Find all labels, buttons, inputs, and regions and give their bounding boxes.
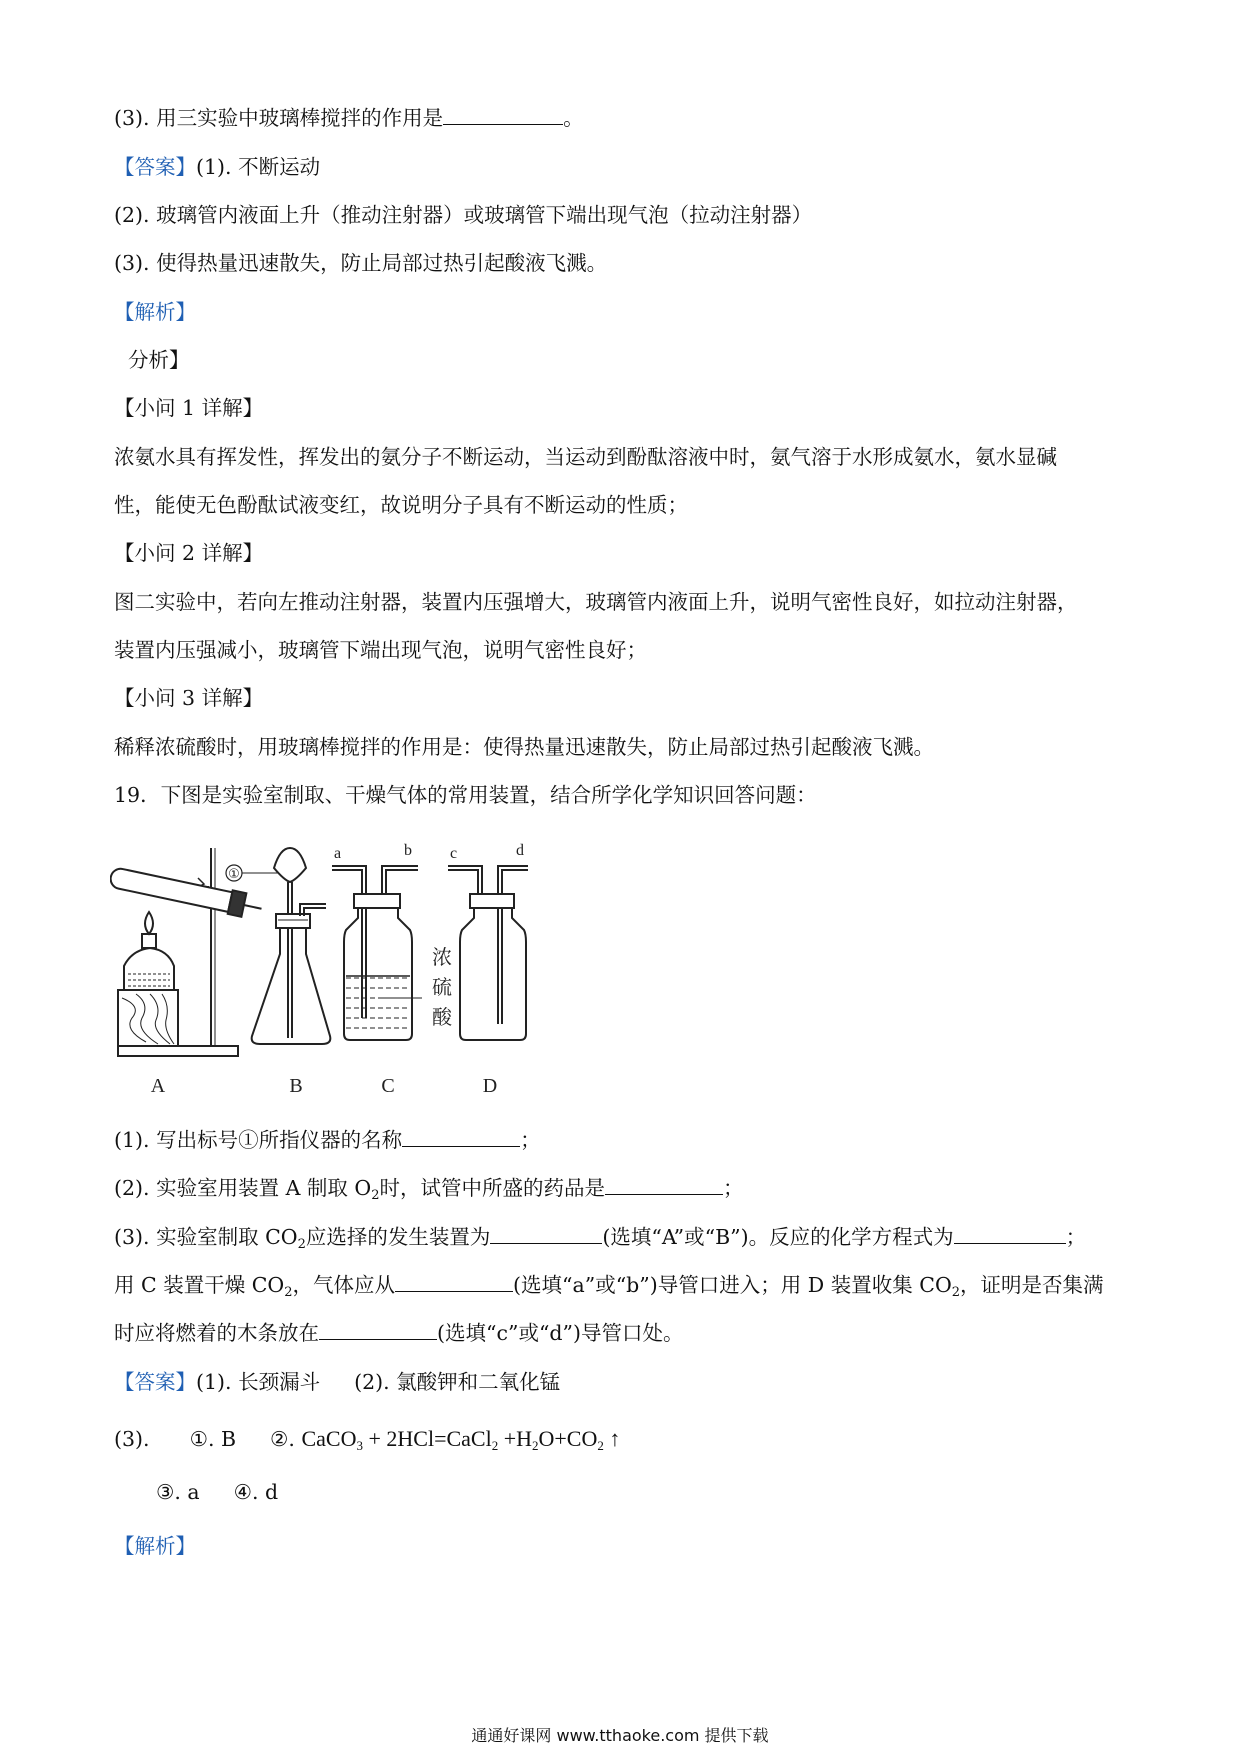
q19-answer-3b — [156, 1477, 278, 1507]
q19-sub2-pre: (2). 实验室用装置 A 制取 O — [114, 1176, 372, 1200]
q18-answer-1: (1). 不断运动 — [196, 155, 321, 179]
q18-part3-end: 。 — [563, 106, 584, 130]
q18-sub2-tag: 【小问 2 详解】 — [114, 541, 264, 565]
apparatus-a — [110, 848, 264, 1056]
q19-stem: 19．下图是实验室制取、干燥气体的常用装置，结合所学化学知识回答问题： — [114, 783, 817, 807]
q18-sub3-tag: 【小问 3 详解】 — [114, 686, 264, 710]
q19-sub3-l2-end: ，证明是否集满 — [960, 1273, 1104, 1297]
q19-answer-3-num: (3). — [114, 1427, 150, 1451]
up-arrow-icon: ↑ — [609, 1426, 621, 1451]
subscript: 2 — [951, 1285, 961, 1300]
q18-sub1-line2: 性，能使无色酚酞试液变红，故说明分子具有不断运动的性质； — [114, 493, 688, 517]
q19-sub1-text: (1). 写出标号①所指仪器的名称 — [114, 1128, 403, 1152]
q19-analysis-tag: 【解析】 — [114, 1534, 196, 1558]
q19-sub3-mid: 应选择的发生装置为 — [305, 1225, 491, 1249]
apparatus-c — [332, 842, 453, 1040]
q18-part3 — [114, 103, 584, 133]
sulfuric-acid-liquid — [346, 978, 410, 1028]
subscript: 2 — [491, 1438, 499, 1453]
q19-sub3-l3-post: (选填“c”或“d”)导管口处。 — [437, 1321, 684, 1345]
q19-sub3-post: (选填“A”或“B”)。反应的化学方程式为 — [602, 1225, 954, 1249]
q19-answer-3-3: ③. a — [156, 1480, 200, 1504]
apparatus-figure — [110, 838, 610, 1098]
q18-analysis-tag: 【解析】 — [114, 300, 196, 324]
q19-sub3-l3-pre: 时应将燃着的木条放在 — [114, 1321, 319, 1345]
q18-part3-text: (3). 用三实验中玻璃棒搅拌的作用是 — [114, 106, 444, 130]
q18-answer-line — [114, 152, 320, 182]
wood-block — [118, 990, 178, 1046]
subscript: 2 — [597, 1438, 604, 1453]
alcohol-lamp — [124, 948, 174, 990]
q19-answer-3-4: ④. d — [233, 1480, 279, 1504]
port-a-label: a — [334, 845, 342, 862]
q19-sub3-pre: (3). 实验室制取 CO — [114, 1225, 298, 1249]
subscript: 3 — [356, 1438, 363, 1453]
q18-sub1-line1: 浓氨水具有挥发性，挥发出的氨分子不断运动，当运动到酚酞溶液中时，氨气溶于水形成氨水，氨水显碱 — [114, 445, 1057, 469]
acid-char-2: 硫 — [432, 975, 452, 999]
subscript: 2 — [284, 1285, 293, 1300]
apparatus-d — [448, 842, 528, 1040]
answer-blank — [443, 104, 563, 125]
gas-washing-bottle — [344, 908, 412, 1040]
q19-sub1 — [114, 1125, 541, 1155]
port-d-label: d — [516, 842, 524, 859]
q19-sub3-line2 — [114, 1270, 1104, 1300]
apparatus-b — [226, 848, 330, 1044]
answer-blank — [954, 1223, 1066, 1244]
q18-sub1-tag: 【小问 1 详解】 — [114, 396, 264, 420]
q19-sub2-post: 时，试管中所盛的药品是 — [379, 1176, 606, 1200]
port-b-label: b — [404, 842, 412, 859]
label-circle-1: ① — [228, 867, 240, 882]
eq-part: + 2HCl=CaCl — [362, 1426, 492, 1451]
q18-sub3-line1: 稀释浓硫酸时，用玻璃棒搅拌的作用是：使得热量迅速散失，防止局部过热引起酸液飞溅。 — [114, 735, 934, 759]
eq-part: +H — [498, 1426, 532, 1451]
q19-sub2-end: ； — [723, 1176, 744, 1200]
q19-answer-line — [114, 1367, 560, 1397]
q19-answer-1: (1). 长颈漏斗 — [196, 1370, 321, 1394]
chemical-equation — [301, 1426, 620, 1451]
q19-answer-2: (2). 氯酸钾和二氧化锰 — [354, 1370, 561, 1394]
answer-blank — [395, 1271, 513, 1292]
port-c-label: c — [450, 845, 458, 862]
collecting-bottle — [460, 908, 526, 1040]
subscript: 2 — [371, 1188, 380, 1203]
acid-char-1: 浓 — [432, 945, 452, 969]
test-tube — [110, 867, 232, 912]
answer-tag: 【答案】 — [114, 1370, 196, 1394]
label-c: C — [381, 1075, 395, 1097]
q18-answer-2-text: (2). 玻璃管内液面上升（推动注射器）或玻璃管下端出现气泡（拉动注射器） — [114, 203, 813, 227]
q18-answer-3 — [114, 248, 607, 278]
stand-base — [118, 1046, 238, 1056]
q18-answer-3-text: (3). 使得热量迅速散失，防止局部过热引起酸液飞溅。 — [114, 251, 608, 275]
q19-sub3-l2-mid: ，气体应从 — [292, 1273, 396, 1297]
q18-sub2-line2: 装置内压强减小，玻璃管下端出现气泡，说明气密性良好； — [114, 638, 647, 662]
q18-answer-2 — [114, 200, 812, 230]
q19-sub1-end: ； — [520, 1128, 541, 1152]
long-neck-funnel — [274, 848, 306, 882]
answer-blank — [490, 1223, 602, 1244]
q19-sub3-l2-pre: 用 C 装置干燥 CO — [114, 1273, 285, 1297]
q18-fenxi: 分析】 — [128, 348, 190, 372]
q19-sub3-l2-post: (选填“a”或“b”)导管口进入；用 D 装置收集 CO — [513, 1273, 952, 1297]
label-d: D — [482, 1075, 498, 1097]
q19-answer-3-2: ②. — [270, 1427, 295, 1451]
q19-sub3-line1 — [114, 1222, 1086, 1252]
q19-answer-3-1: ①. B — [189, 1427, 237, 1451]
q18-sub2-line1: 图二实验中，若向左推动注射器，装置内压强增大，玻璃管内液面上升，说明气密性良好，如拉动注射器， — [114, 590, 1078, 614]
q19-sub3-end: ； — [1065, 1225, 1087, 1249]
answer-blank — [605, 1174, 723, 1195]
eq-part: CaCO — [301, 1426, 357, 1451]
q19-sub3-line3 — [114, 1318, 684, 1348]
acid-char-3: 酸 — [432, 1005, 452, 1029]
answer-tag: 【答案】 — [114, 155, 196, 179]
subscript: 2 — [297, 1237, 306, 1252]
subscript: 2 — [532, 1438, 539, 1453]
label-a: A — [150, 1075, 166, 1097]
answer-blank — [319, 1319, 437, 1340]
q19-sub2 — [114, 1173, 744, 1203]
label-b: B — [289, 1075, 303, 1097]
answer-blank — [402, 1126, 520, 1147]
q19-answer-3 — [114, 1422, 620, 1456]
flame — [145, 912, 153, 934]
page-footer: 通通好课网 www.tthaoke.com 提供下载 — [471, 1726, 769, 1745]
eq-part: O+CO — [538, 1426, 598, 1451]
